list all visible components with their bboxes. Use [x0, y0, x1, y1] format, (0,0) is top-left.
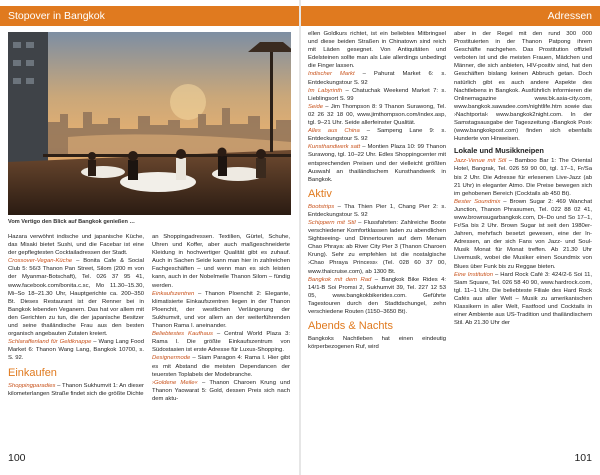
category-label: Designermode	[152, 355, 191, 362]
rooftop-bar-illustration	[8, 32, 291, 215]
category-label: Schlaraffenland für Geldknappe	[8, 339, 92, 346]
paragraph	[308, 203, 446, 219]
paragraph	[152, 290, 290, 330]
section-heading: Abends & Nachts	[308, 320, 393, 333]
category-label: ›Goldene Meile«	[152, 379, 198, 386]
paragraph: an Shoppingadressen. Textilien, Gürtel, Schuhe, Uhren und Koffer, aber auch maßgeschneiderte Kleidung in hochwertiger Qualität gibt es zuhauf. Auch in Sachen Seide kann man hier in zahlreichen Fachgeschäften – und wenn man es sich leisten kann, auch in der Nobelmeile Thanon Silom – fündig werden.	[152, 234, 290, 289]
category-label: Jazz-Venue mit Stil	[454, 158, 507, 165]
entry-text: – Montien Plaza 10: 99 Thanon Surawong, tgl. 10–22 Uhr. Edles Shoppingcenter mit entsprechenden Preisen und der vielleicht größten Auswahl an thailändischem Kunsthandwerk in Bangkok.	[308, 144, 446, 183]
paragraph	[454, 198, 592, 271]
paragraph	[308, 127, 446, 143]
entry-text: – Bangkok Bike Rides 4: 14/1-B Soi Promsi 2, Sukhumvit 39, Tel. 227 12 53 05, www.bangkokbikerides.com. Geführte Tagestouren durch den Stadtdschungel, zehn verschiedene Routen (1150–3650 Bt).	[308, 276, 446, 315]
paragraph	[308, 70, 446, 86]
paragraph	[152, 330, 290, 354]
entry-text: – Wang Lang Food Market 6: Thanon Wang Lang, Bangkok 10700, s. S. 92.	[8, 339, 144, 362]
photo-caption: Vom Vertigo den Blick auf Bangkok genießen …	[8, 219, 136, 225]
paragraph	[454, 157, 592, 197]
running-head-left: Stopover in Bangkok	[0, 6, 300, 26]
text-column-3	[308, 30, 446, 351]
category-label: Crossover-Vegan-Küche	[8, 258, 73, 265]
category-label: Bangkok mit dem Rad	[308, 276, 372, 283]
entry-text: – Thanon Ploenchit 2: Elegante, klimatisierte Einkaufszentren liegen in der Thanon Ploenchit, der westlichen Verlängerung der Sukhumvit, und vor allem an der weiterführenden Thanon Rama I. aneinander.	[152, 290, 290, 330]
text-column-1	[8, 233, 144, 398]
category-label: Shoppingparadies	[8, 382, 56, 389]
entry-text: – Sampeng Lane 9: s. Entdeckungstour S. 92	[308, 128, 446, 143]
category-label: Beliebtestes Kaufhaus	[152, 331, 213, 338]
paragraph	[308, 87, 446, 103]
text-column-2	[152, 233, 290, 403]
entry-text: – Thanon Charoen Krung und Thanon Yaowarat 5: Gold, dessen Preis sich nach dem aktu-	[152, 379, 290, 402]
category-label: Kunsthandwerk satt	[308, 144, 361, 151]
paragraph	[308, 103, 446, 127]
running-head-right: Adressen	[300, 6, 600, 26]
paragraph	[308, 219, 446, 276]
page-number-left: 100	[8, 452, 26, 464]
page-gutter	[299, 0, 301, 475]
entry-text: – Central World Plaza 3: Rama I. Die größte Einkaufszentrum von Südostasien ist erste Adresse für Luxus-Shopping.	[152, 331, 290, 354]
entry-text: – Chatuchak Weekend Market 7: s. Lieblingsort S. 99	[308, 87, 446, 102]
entry-text: – Siam Paragon 4: Rama I. Hier gibt es mit Abstand die meisten Dependancen der teuersten Toplabels der Modebranche.	[152, 355, 290, 378]
category-label: Im Labyrinth	[308, 87, 343, 94]
category-label: Einkaufszentren	[152, 290, 195, 297]
paragraph: aber in der Regel mit den rund 300 000 Prostituierten in der Thanon Patpong ihrem Geschäfte nachgehen. Das Prostitution offiziell verboten ist und die meisten Frauen, Mädchen und Männer, die sich anbieten, HIV-positiv sind, hat den Geschäften bislang keinen Abbruch getan. Doch natürlich gibt es auch andere Aspekte des Nachtlebens in Bangkok. Ausführlich informieren die Onlinemagazine www.bk.asia-city.com, www.bangkok.sawadee.com/nightlife.htm sowie das ›Nachtportal‹ www.bangkok2night.com. In der Samstagsausgabe der Tageszeitung ›Bangkok Post‹ (www.bangkokpost.com) finden sich ebenfalls Hunderte von Hinweisen.	[454, 31, 592, 143]
paragraph	[454, 271, 592, 328]
paragraph	[8, 257, 144, 338]
category-label: Alles aus China	[308, 128, 360, 135]
entry-text: – Tha Thien Pier 1, Chang Pier 2: s. Entdeckungstour S. 92	[308, 203, 446, 218]
paragraph	[8, 338, 144, 362]
entry-text: – Jim Thompson 8: 9 Thanon Surawong, Tel. 02 26 32 18 00, www.jimthompson.com/index.asp, tgl. 9–21 Uhr. Seide allerfeinster Qualität.	[308, 103, 446, 127]
paragraph	[308, 276, 446, 316]
entry-text: – Brown Sugar 2: 469 Wanchat Junction, Thanon Phrasumen, Tel. 022 88 02 41, www.brownsugarbangkok.com, Di–Do und So 17–1, Fr/Sa bis 2 Uhr. Brown Sugar ist seit den 1980er-Jahren, mehrfach besetzt gewesen, eine der In-Adressen, an der sich Fans von Jazz- und Soul-Musik Monat für Monat treffen. Ab 21.30 Uhr Livemusik, wobei die Musiker einen Soundmix von Blues über Funk bis zu Reggae bieten.	[454, 198, 592, 270]
paragraph	[8, 382, 144, 398]
paragraph	[152, 379, 290, 403]
paragraph: Bangkoks Nachtleben hat einen eindeutig körperbezogenen Ruf, wird	[308, 336, 446, 351]
paragraph	[152, 354, 290, 378]
entry-text: – Bamboo Bar 1: The Oriental Hotel, Bangrak, Tel. 026 59 90 00, tgl. 17–1, Fr/Sa bis 2 Uhr. Die Adresse für erlesenen Live-Jazz (ab 21 Uhr) in eleganter Atmo. Die Preise bewegen sich im gehobenen Bereich (Cocktails ab 450 Bt).	[454, 158, 592, 197]
category-label: Bootstrips	[308, 203, 335, 210]
text-column-4	[454, 30, 592, 327]
entry-text: – Bonita Cafe & Social Club 5: 56/3 Thanon Pan Street, Silom (200 m von der Myanmar-Botschaft), Tel. 026 37 95 41, www.facebook.com/bonita.c.sc, Mo 11.30–15.30, Mi–So 18–21.30 Uhr, Hauptgerichte ca. 200–350 Bt. Dieses Restaurant ist der Renner bei in Bangkok lebenden Veganern. Das hat vor allem mit den Gerichten zu tun, die der japanische Besitzer und seine thailändische Frau aus den besten organisch angebauten Zutaten kreiert.	[8, 258, 144, 338]
category-label: Bester Soundmix	[454, 198, 501, 205]
paragraph: ellen Goldkurs richtet, ist ein beliebtes Mitbringsel und diese beiden Straßen in Chinatown sind reich mit Läden gesegnet. Von Antiquitäten und Edelsteinen sollte man als Laie allerdings unbedingt die Finger lassen.	[308, 31, 446, 70]
page-number-right: 101	[574, 452, 592, 464]
entry-text: – Hard Rock Café 3: 424/2-6 Soi 11, Siam Square, Tel. 026 58 40 90, www.hardrock.com, tgl. 11–1 Uhr. Die beliebteste Filiale des Hard Rock Cafés aus aller Welt – Musik zu amerikanischen Klassikern in aller Welt, Fastfood und Cocktails in einer Ambiente aus US-Tradition und thailändischem Stil. Ab 21.30 Uhr der	[454, 271, 592, 327]
entry-text: – Thanon Sukhumvit 1: An dieser kilometerlangen Straße findet sich die größte Dichte	[8, 382, 144, 397]
category-label: Schippern mit Stil	[308, 219, 356, 226]
subsection-heading: Lokale und Musikkneipen	[454, 146, 544, 156]
entry-text: – Flussfahrten: Zahlreiche Boote verschiedener Komfortklassen laden zu abendlichen Sightseeing- und Dinnertouren auf dem Menam Chao Phraya: ab River City Pier 3 (Thanon Charoen Krung). Sehr zu empfehlen ist die nostalgische ›Chao Phraya Princess‹ (Tel. 028 60 37 00, www.thaicruise.com), ab 1300 Bt.	[308, 219, 446, 275]
category-label: Indischer Markt	[308, 71, 355, 78]
category-label: Seide	[308, 103, 324, 110]
section-heading: Einkaufen	[8, 366, 57, 379]
paragraph: Hazara verwöhnt indische und japanische Küche, das Misaki bietet Sushi, und die Facebar ist eine der gepflegtesten Cocktailadressen der Stadt.	[8, 234, 144, 257]
category-label: Eine Institution	[454, 271, 493, 278]
rooftop-photo	[8, 32, 291, 215]
paragraph	[308, 143, 446, 183]
entry-text: – Pahurat Market 6: s. Entdeckungstour S. 92	[308, 71, 446, 86]
section-heading: Aktiv	[308, 187, 332, 200]
